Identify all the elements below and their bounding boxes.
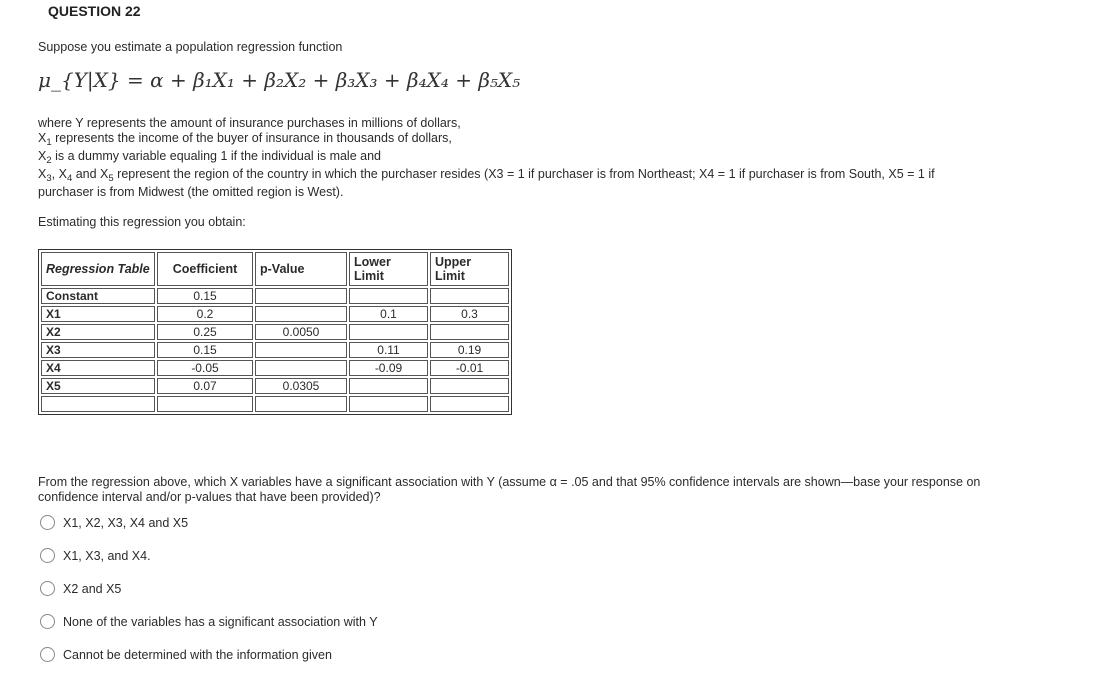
intro-text: Suppose you estimate a population regression function [38,40,343,54]
row-name: X3 [41,342,155,358]
regression-formula: μ_{Y|X} = α + β₁X₁ + β₂X₂ + β₃X₃ + β₄X₄ + β₅X₅ [38,68,521,92]
row-lower-limit: 0.1 [349,306,428,322]
row-coefficient: -0.05 [157,360,253,376]
row-upper-limit [430,324,509,340]
row-lower-limit [349,396,428,412]
answer-option-label: Cannot be determined with the information given [63,647,332,662]
radio-button[interactable] [40,548,55,563]
header-lower-limit: Lower Limit [349,252,428,286]
row-coefficient: 0.25 [157,324,253,340]
row-p-value [255,342,347,358]
table-row [41,306,509,322]
row-name: X4 [41,360,155,376]
table-row [41,396,509,412]
row-lower-limit [349,324,428,340]
desc-line-2: $X_1$ represents the income of the buyer of insurance in thousands of dollars, [38,131,452,148]
row-coefficient: 0.15 [157,342,253,358]
row-lower-limit: -0.09 [349,360,428,376]
row-name: X1 [41,306,155,322]
row-p-value [255,306,347,322]
answer-option-label: X1, X3, and X4. [63,548,151,563]
desc-line-3: $X_2$ is a dummy variable equaling 1 if the individual is male and [38,149,381,166]
row-lower-limit [349,288,428,304]
desc-line-4: $X_3$, $X_4$ and $X_5$ represent the region of the country in which the purchaser resides (X3 = 1 if purchaser is from Northeast; X4 = 1 if purchaser is from South, X5 = 1 if [38,167,935,184]
row-p-value: 0.0050 [255,324,347,340]
row-upper-limit: 0.19 [430,342,509,358]
question-prompt-line-1: From the regression above, which X variables have a significant association with Y (assume α = .05 and that 95% confidence intervals are shown—base your response on [38,475,981,489]
row-upper-limit [430,378,509,394]
row-name: X2 [41,324,155,340]
answer-option-label: X1, X2, X3, X4 and X5 [63,515,189,530]
row-name: Constant [41,288,155,304]
radio-button[interactable] [40,614,55,629]
table-row [41,378,509,394]
row-upper-limit: 0.3 [430,306,509,322]
question-prompt-line-2: confidence interval and/or p-values that have been provided)? [38,490,381,504]
regression-table [38,249,512,415]
row-p-value [255,396,347,412]
desc-line-5: purchaser is from Midwest (the omitted region is West). [38,185,344,199]
estimating-text: Estimating this regression you obtain: [38,215,246,229]
radio-button[interactable] [40,581,55,596]
row-upper-limit: -0.01 [430,360,509,376]
radio-button[interactable] [40,647,55,662]
table-row [41,324,509,340]
row-coefficient: 0.07 [157,378,253,394]
table-row [41,342,509,358]
row-upper-limit [430,288,509,304]
answer-option-4[interactable] [40,614,378,629]
answer-option-2[interactable] [40,548,151,563]
answer-option-5[interactable] [40,647,332,662]
row-name: X5 [41,378,155,394]
row-p-value [255,360,347,376]
question-title: QUESTION 22 [48,3,141,19]
answer-option-label: None of the variables has a significant association with Y [63,614,378,629]
header-upper-limit: Upper Limit [430,252,509,286]
row-p-value: 0.0305 [255,378,347,394]
table-row [41,288,509,304]
row-lower-limit [349,378,428,394]
answer-option-label: X2 and X5 [63,581,122,596]
header-p-value: p-Value [255,252,347,286]
table-row [41,360,509,376]
row-p-value [255,288,347,304]
row-lower-limit: 0.11 [349,342,428,358]
desc-line-1: where Y represents the amount of insurance purchases in millions of dollars, [38,116,461,130]
row-name [41,396,155,412]
table-header-row [41,252,509,286]
radio-button[interactable] [40,515,55,530]
header-coefficient: Coefficient [157,252,253,286]
row-coefficient [157,396,253,412]
header-regression-table: Regression Table [41,252,155,286]
row-coefficient: 0.2 [157,306,253,322]
answer-option-1[interactable] [40,515,188,530]
row-coefficient: 0.15 [157,288,253,304]
row-upper-limit [430,396,509,412]
answer-option-3[interactable] [40,581,121,596]
